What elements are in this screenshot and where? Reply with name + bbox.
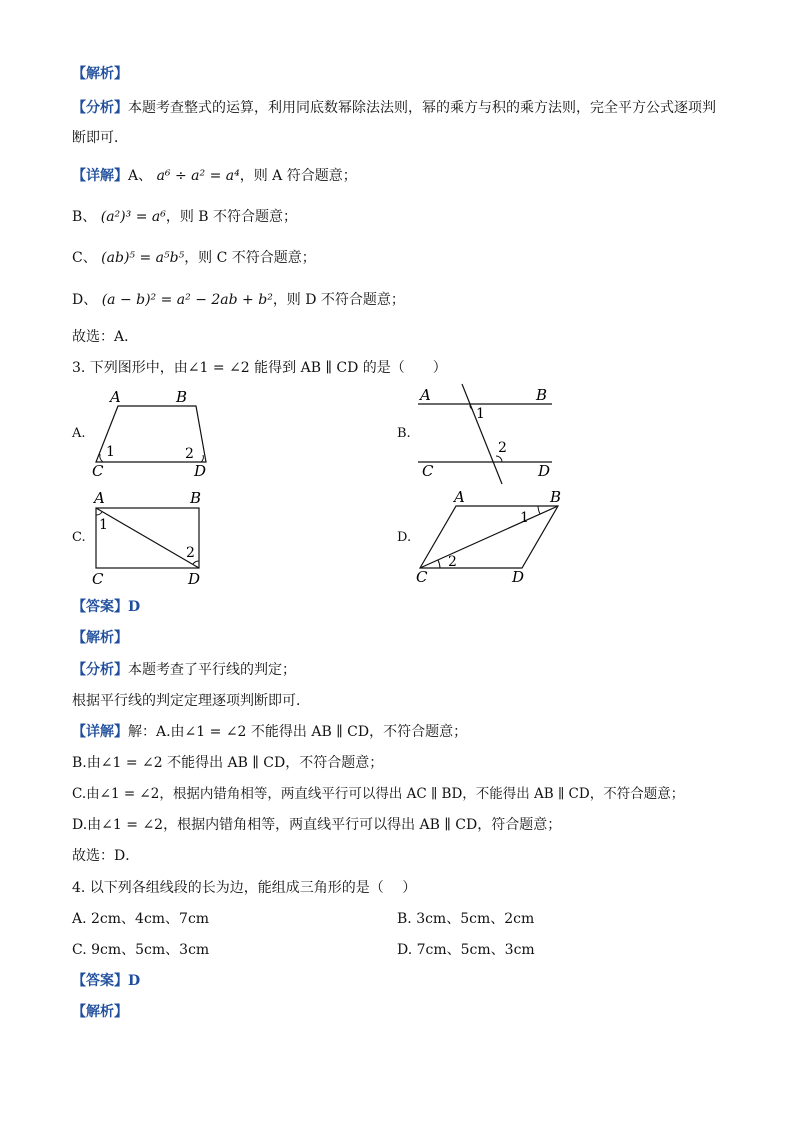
label-C: C (422, 462, 434, 480)
label-C: C (92, 462, 104, 480)
question-3: 3. 下列图形中，由∠1 = ∠2 能得到 AB ∥ CD 的是（ ） (72, 360, 447, 376)
label-angle-1: 1 (106, 444, 115, 460)
label-angle-1: 1 (520, 510, 529, 526)
analysis-line-1: 【分析】本题考查整式的运算，利用同底数幂除法法则，幂的乘方与积的乘方法则，完全平方公式逐项判 (72, 100, 716, 116)
analysis-3-line-2: 根据平行线的判定定理逐项判断即可． (72, 693, 310, 709)
math-expr-d: (a − b)² = a² − 2ab + b² (101, 292, 273, 308)
label-angle-2: 2 (186, 545, 195, 561)
detail-line-c: C、 (ab)⁵ = a⁵b⁵，则 C 不符合题意； (72, 250, 316, 266)
question-4-option-d: D. 7cm、5cm、3cm (397, 942, 535, 958)
detail-3-line-c: C.由∠1 = ∠2，根据内错角相等，两直线平行可以得出 AC ∥ BD，不能得出 AB ∥ CD，不符合题意； (72, 786, 685, 802)
label-B: B (190, 489, 202, 507)
option-c-label: C. (72, 530, 86, 545)
label-angle-2: 2 (498, 440, 507, 456)
figure-d-parallelogram (412, 486, 570, 588)
detail-line-d: D、 (a − b)² = a² − 2ab + b²，则 D 不符合题意； (72, 292, 405, 308)
label-C: C (92, 570, 104, 588)
detail-3-line-a: 【详解】解：A.由∠1 = ∠2 不能得出 AB ∥ CD，不符合题意； (72, 724, 468, 740)
figure-b-transversal (414, 380, 564, 488)
transversal-line (462, 384, 502, 484)
angle-1-arc (96, 512, 102, 515)
label-D: D (538, 462, 551, 480)
angle-2-arc (201, 455, 203, 462)
diagonal-cb (420, 506, 558, 568)
option-d-label: D. (397, 530, 412, 545)
option-a-label: A. (72, 426, 86, 441)
analysis-line-2: 断即可． (72, 130, 128, 146)
label-angle-1: 1 (99, 517, 108, 533)
detail-3-line-d: D.由∠1 = ∠2，根据内错角相等，两直线平行可以得出 AB ∥ CD，符合题意； (72, 817, 562, 833)
answer-3: 【答案】D (72, 599, 141, 615)
label-A: A (420, 386, 431, 404)
angle-2-arc (496, 456, 502, 462)
label-angle-1: 1 (476, 406, 485, 422)
label-angle-2: 2 (185, 446, 194, 462)
angle-2-arc (438, 560, 440, 568)
detail-line-a: 【详解】A、 a⁶ ÷ a² = a⁴，则 A 符合题意； (72, 168, 357, 184)
label-B: B (176, 388, 188, 406)
figure-c-rectangle (88, 486, 218, 588)
question-4-option-b: B. 3cm、5cm、2cm (397, 911, 535, 927)
label-angle-2: 2 (448, 554, 457, 570)
math-expr-a: a⁶ ÷ a² = a⁴ (156, 168, 240, 184)
angle-2-arc (193, 561, 199, 564)
analysis-heading-4: 【解析】 (72, 1004, 128, 1020)
question-4: 4. 以下列各组线段的长为边，能组成三角形的是（ ） (72, 880, 417, 896)
angle-1-arc (538, 506, 540, 514)
label-A: A (110, 388, 121, 406)
question-4-option-c: C. 9cm、5cm、3cm (72, 942, 210, 958)
angle-1-arc (100, 454, 103, 462)
choice-line-3: 故选：D． (72, 848, 140, 864)
detail-line-b: B、 (a²)³ = a⁶，则 B 不符合题意； (72, 209, 298, 225)
analysis-heading-3: 【解析】 (72, 630, 128, 646)
math-expr-c: (ab)⁵ = a⁵b⁵ (101, 250, 185, 266)
option-b-label: B. (397, 426, 411, 441)
label-D: D (188, 570, 201, 588)
label-D: D (512, 568, 525, 586)
analysis-3-line-1: 【分析】本题考查了平行线的判定； (72, 662, 296, 678)
question-4-option-a: A. 2cm、4cm、7cm (72, 911, 210, 927)
detail-3-line-b: B.由∠1 = ∠2 不能得出 AB ∥ CD，不符合题意； (72, 755, 384, 771)
label-D: D (194, 462, 207, 480)
label-C: C (416, 568, 428, 586)
label-B: B (536, 386, 548, 404)
choice-line-1: 故选：A． (72, 329, 139, 345)
analysis-heading: 【解析】 (72, 66, 128, 82)
label-A: A (94, 489, 105, 507)
figure-a-trapezoid (88, 388, 218, 480)
answer-4: 【答案】D (72, 973, 141, 989)
diagonal-ad (96, 508, 199, 568)
math-expr-b: (a²)³ = a⁶ (100, 209, 166, 225)
label-B: B (550, 488, 562, 506)
label-A: A (454, 488, 465, 506)
